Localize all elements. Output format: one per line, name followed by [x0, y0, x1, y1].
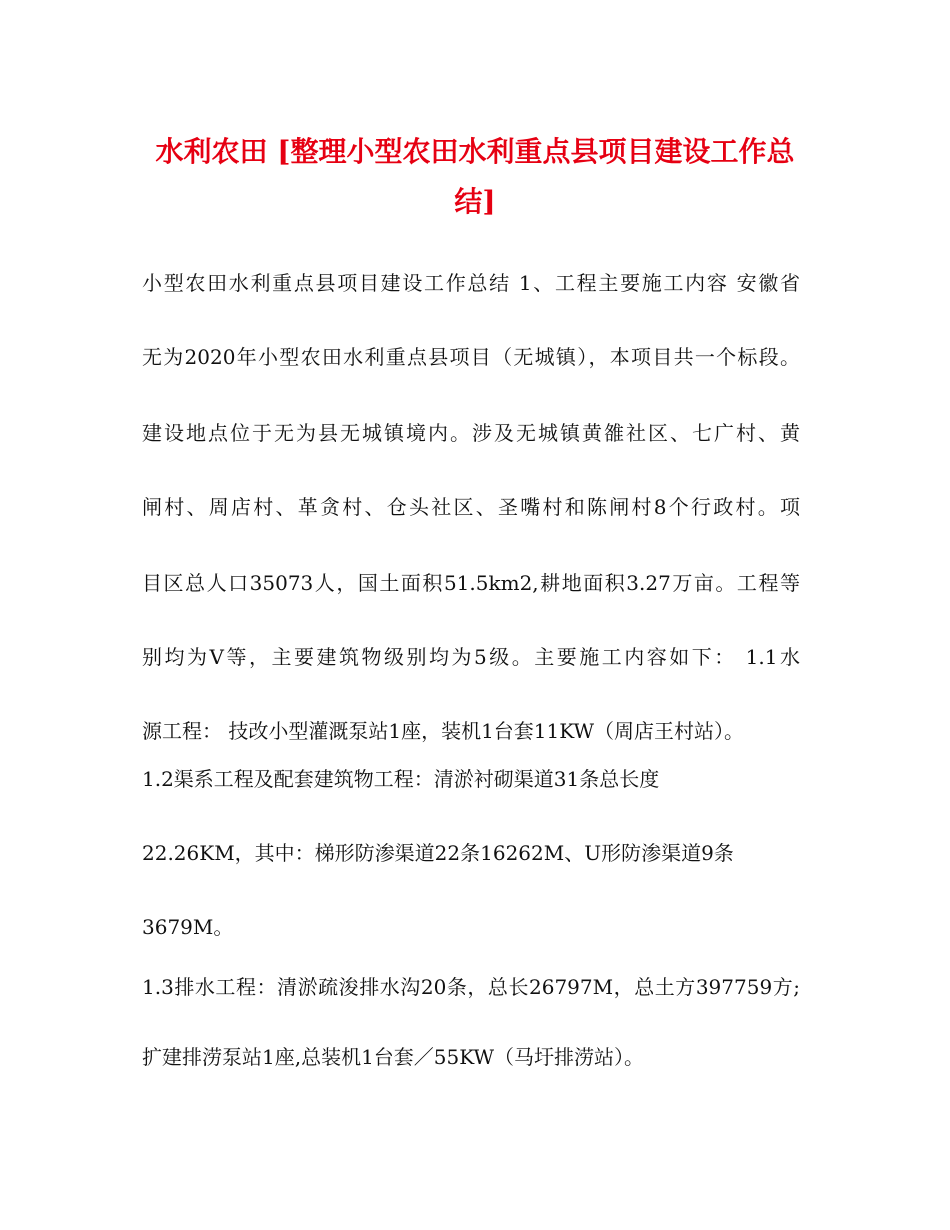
- document-title-line-1: 水利农田 [整理小型农田水利重点县项目建设工作总: [155, 135, 795, 168]
- body-line-4: 闸村、周店村、革贪村、仓头社区、圣嘴村和陈闸村8个行政村。项: [142, 495, 800, 519]
- body-line-6: 别均为Ⅴ等，主要建筑物级别均为5级。主要施工内容如下： 1.1水: [142, 645, 800, 669]
- body-line-1: 小型农田水利重点县项目建设工作总结 1、工程主要施工内容 安徽省: [142, 271, 800, 295]
- body-line-12: 扩建排涝泵站1座,总装机1台套／55KW（马圩排涝站）。: [142, 1045, 645, 1069]
- body-line-9: 22.26KM，其中：梯形防渗渠道22条16262M、U形防渗渠道9条: [142, 841, 734, 865]
- body-line-3: 建设地点位于无为县无城镇境内。涉及无城镇黄雒社区、七广村、黄: [142, 421, 800, 445]
- body-line-2: 无为2020年小型农田水利重点县项目（无城镇），本项目共一个标段。: [142, 345, 800, 369]
- document-title-line-2: 结]: [454, 185, 496, 218]
- body-line-10: 3679M。: [142, 915, 234, 939]
- body-line-8: 1.2渠系工程及配套建筑物工程：清淤衬砌渠道31条总长度: [142, 767, 660, 791]
- body-line-11: 1.3排水工程：清淤疏浚排水沟20条，总长26797M，总土方397759方;: [142, 975, 800, 999]
- body-line-5: 目区总人口35073人，国土面积51.5km2,耕地面积3.27万亩。工程等: [142, 571, 800, 595]
- body-line-7: 源工程： 技改小型灌溉泵站1座，装机1台套11KW（周店王村站）。: [142, 719, 745, 743]
